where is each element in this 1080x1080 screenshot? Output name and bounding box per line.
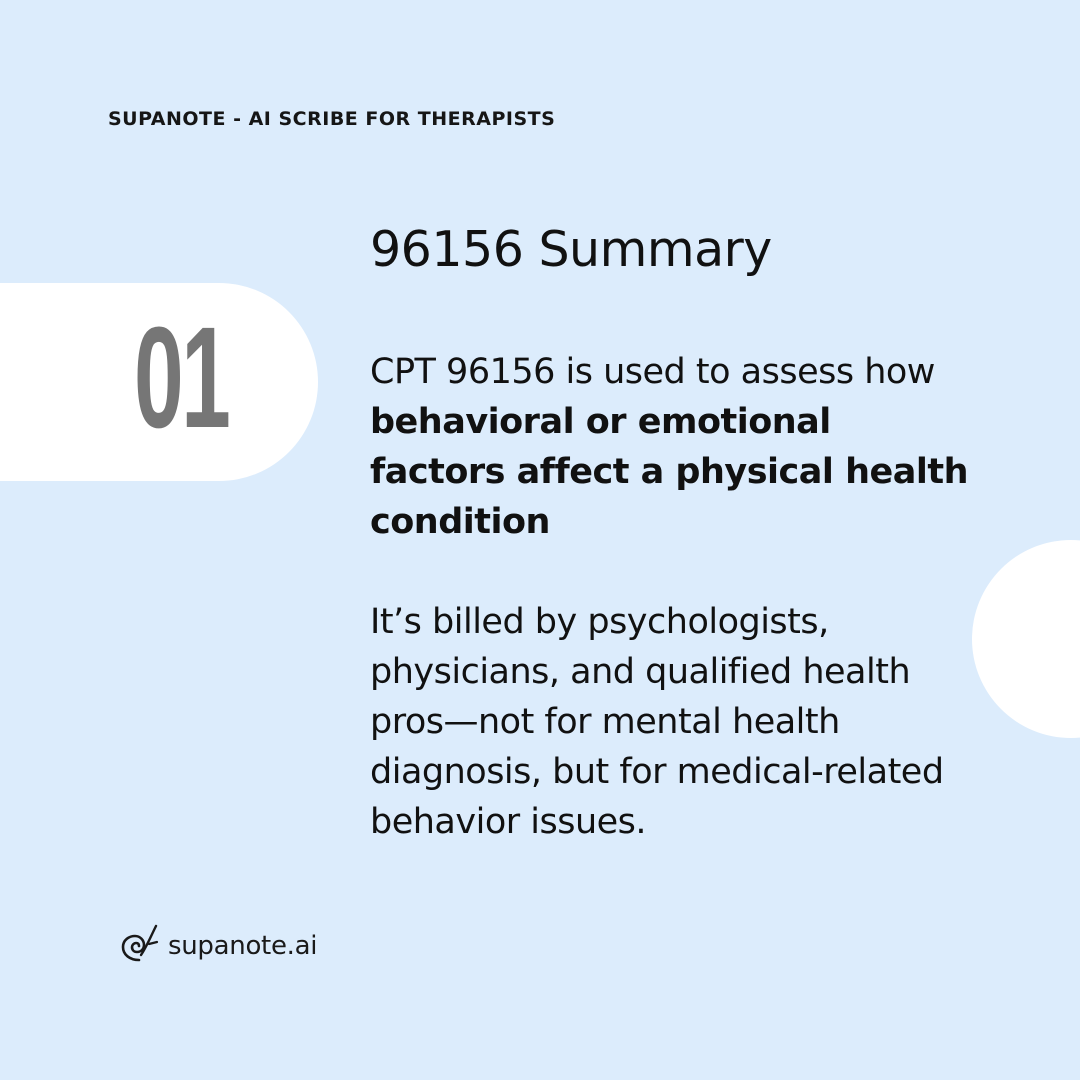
slide-number: 01 — [134, 297, 229, 458]
summary-paragraph — [370, 347, 970, 547]
summary-bold-text: behavioral or emotional factors affect a physical health condition — [370, 402, 969, 542]
billing-paragraph: It’s billed by psychologists, physicians, and qualified health pros—not for mental health diagnosis, but for medical-related behavior issues. — [370, 602, 944, 842]
slide-title: 96156 Summary — [370, 221, 772, 278]
summary-lead-text: CPT 96156 is used to assess how — [370, 352, 935, 392]
logo-wordmark: supanote.ai — [168, 931, 318, 961]
supanote-swirl-icon — [118, 922, 160, 970]
brand-eyebrow: SUPANOTE - AI SCRIBE FOR THERAPISTS — [108, 108, 556, 130]
supanote-logo — [118, 922, 317, 970]
decorative-circle — [972, 540, 1080, 738]
